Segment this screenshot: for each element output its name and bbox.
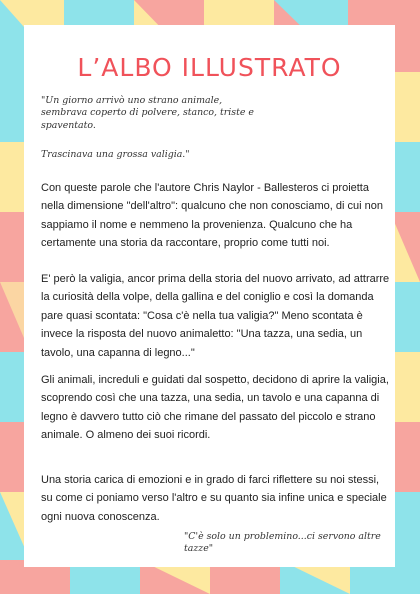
opening-quote-continuation: Trascinava una grossa valigia." — [41, 149, 190, 160]
page-title: L’ALBO ILLUSTRATO — [77, 53, 342, 82]
content-card — [24, 25, 395, 567]
paragraph-1: Con queste parole che l'autore Chris Naylor - Ballesteros ci proietta nella dimensione "dell'altro": qualcuno che non conosciamo, di cui non sappiamo il nome e nemmeno la provenienza. Qualcuno che ha certamente una storia da raccontare, proprio come tutti noi. — [41, 182, 383, 250]
paragraph-3: Gli animali, increduli e guidati dal sospetto, decidono di aprire la valigia, scoprendo così che una tazza, una sedia, un tavolo e una capanna di legno è davvero tutto ciò che rimane del passato del piccolo e strano animale. O almeno dei suoi ricordi. — [41, 374, 389, 442]
paragraph-4: Una storia carica di emozioni e in grado di farci riflettere su noi stessi, su come ci poniamo verso l'altro e su quanto sia infine unica e speciale ogni nuova conoscenza. — [41, 474, 387, 523]
paragraph-2: E' però la valigia, ancor prima della storia del nuovo arrivato, ad attrarre la curiosità della volpe, della gallina e del coniglio e così la domanda pare quasi scontata: "Cosa c'è nella tua valigia?" Meno scontata è invece la risposta del nuovo animaletto: "Una tazza, una sedia, un tavolo, una capanna di legno..." — [41, 273, 390, 359]
opening-quote: "Un giorno arrivò uno strano animale, sembrava coperto di polvere, stanco, triste e spaventato. — [41, 95, 254, 131]
closing-quote: "C'è solo un problemino...ci servono altre tazze" — [184, 531, 381, 555]
